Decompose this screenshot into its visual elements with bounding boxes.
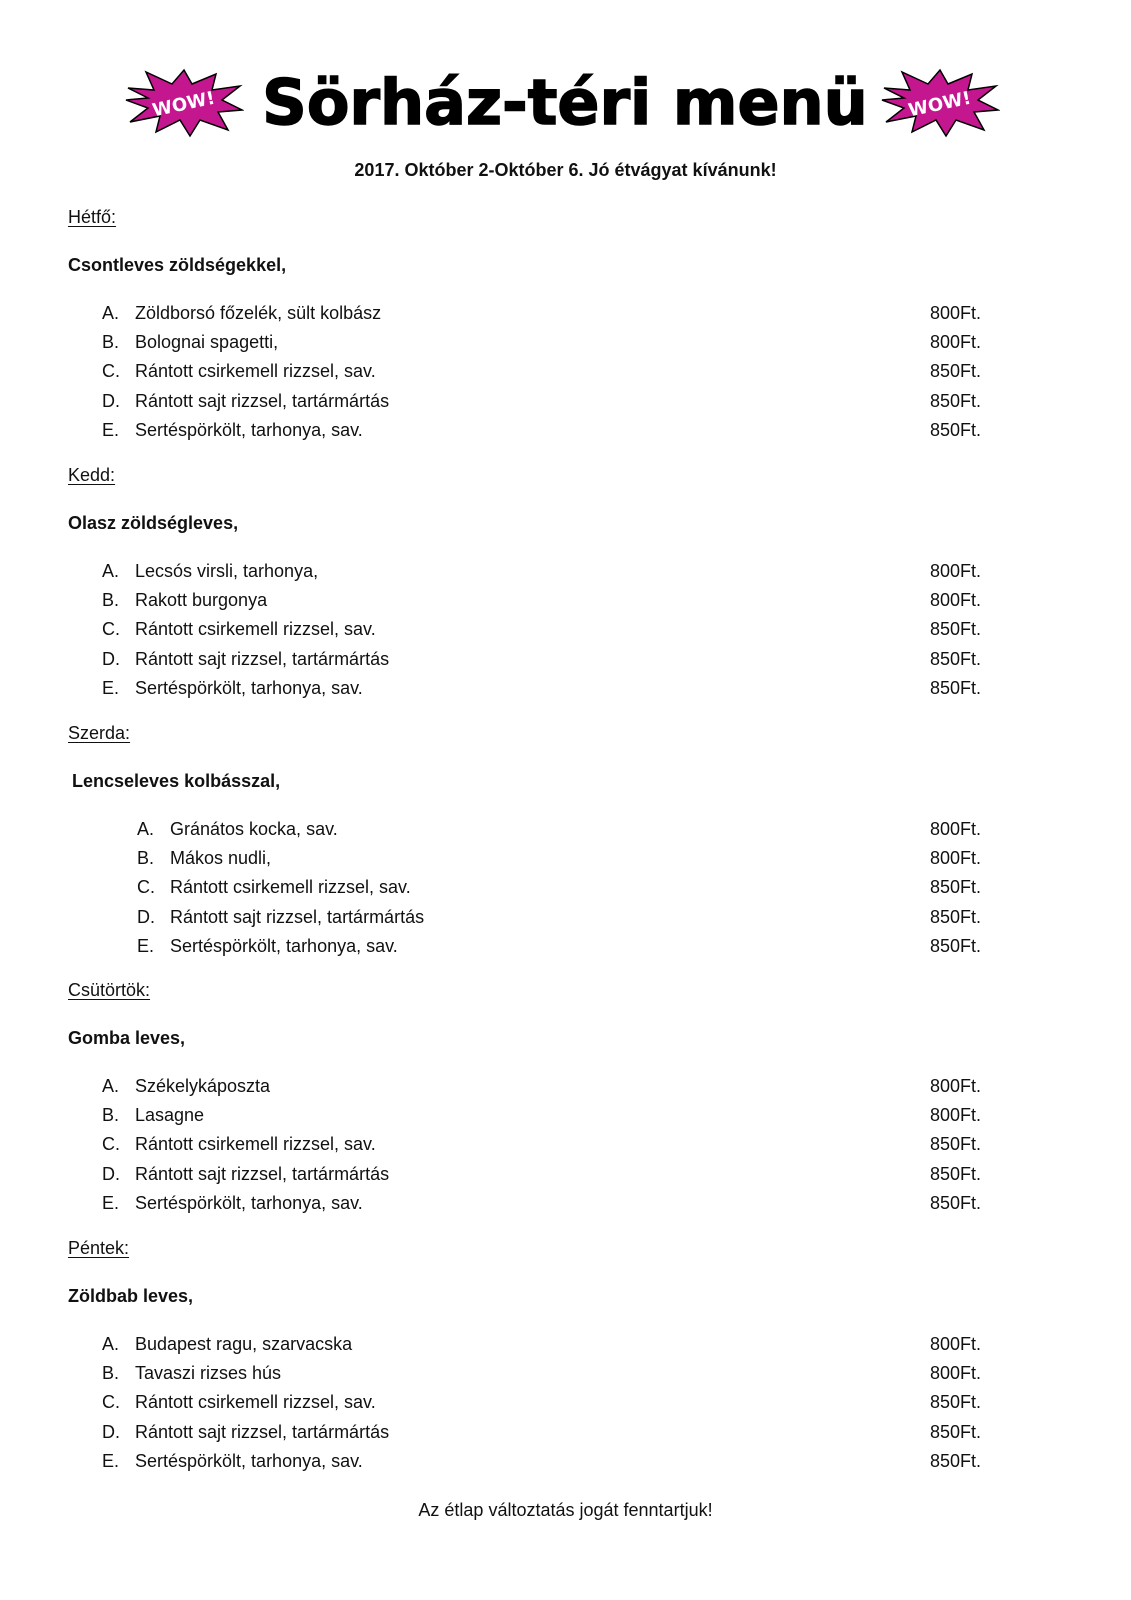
- item-letter: E.: [137, 935, 155, 956]
- item-letter: C.: [102, 361, 120, 382]
- item-dish: Rántott csirkemell rizzsel, sav.: [135, 361, 376, 382]
- item-dish: Sertéspörkölt, tarhonya, sav.: [170, 935, 398, 956]
- item-dish: Bolognai spagetti,: [135, 332, 279, 353]
- wow-burst-left-icon: [124, 68, 244, 138]
- item-letter: D.: [102, 390, 120, 411]
- day-label: Péntek:: [68, 1238, 130, 1258]
- menu-item: [0, 647, 1131, 676]
- item-letter: D.: [102, 1163, 120, 1184]
- wow-right-text: WOW!: [906, 87, 973, 122]
- item-price: 850Ft.: [930, 1392, 982, 1413]
- item-letter: A.: [102, 1334, 120, 1354]
- item-dish: Zöldborsó főzelék, sült kolbász: [135, 303, 382, 323]
- soup-of-the-day: Zöldbab leves,: [68, 1286, 194, 1306]
- item-price: 850Ft.: [930, 935, 982, 956]
- menu-item: [0, 1103, 1131, 1132]
- menu-item: [0, 676, 1131, 705]
- item-dish: Lasagne: [135, 1105, 205, 1126]
- item-dish: Székelykáposzta: [135, 1076, 271, 1096]
- date-subtitle: 2017. Október 2-Október 6. Jó étvágyat kívánunk!: [354, 160, 777, 180]
- item-letter: B.: [137, 848, 155, 869]
- soup-of-the-day: Lencseleves kolbásszal,: [72, 771, 281, 791]
- item-price: 800Ft.: [930, 1334, 982, 1354]
- item-letter: D.: [102, 648, 120, 669]
- menu-item: [0, 1361, 1131, 1390]
- item-dish: Rántott sajt rizzsel, tartármártás: [135, 1163, 390, 1184]
- item-letter: B.: [102, 1105, 120, 1126]
- day-label: Szerda:: [68, 723, 131, 743]
- item-price: 850Ft.: [930, 419, 982, 440]
- soup-of-the-day: Olasz zöldségleves,: [68, 513, 239, 533]
- item-price: 850Ft.: [930, 648, 982, 669]
- day-label: Csütörtök:: [68, 980, 151, 1000]
- item-dish: Rántott csirkemell rizzsel, sav.: [170, 877, 411, 898]
- day-label: Hétfő:: [68, 207, 117, 227]
- menu-item: [0, 418, 1131, 447]
- item-letter: C.: [102, 619, 120, 640]
- wow-burst-right-icon: [880, 68, 1000, 138]
- page-title: Sörház-téri menü: [262, 66, 868, 139]
- item-price: 800Ft.: [930, 332, 982, 353]
- item-price: 850Ft.: [930, 906, 982, 927]
- item-dish: Rakott burgonya: [135, 590, 268, 611]
- menu-item: [0, 905, 1131, 934]
- item-price: 800Ft.: [930, 1363, 982, 1384]
- item-dish: Rántott csirkemell rizzsel, sav.: [135, 1134, 376, 1155]
- menu-item: [0, 301, 1131, 330]
- item-letter: B.: [102, 332, 120, 353]
- item-dish: Gránátos kocka, sav.: [170, 819, 338, 839]
- item-letter: E.: [102, 1192, 120, 1213]
- item-letter: D.: [102, 1421, 120, 1442]
- item-letter: E.: [102, 1450, 120, 1471]
- menu-item: [0, 817, 1131, 846]
- item-dish: Lecsós virsli, tarhonya,: [135, 561, 319, 581]
- item-price: 850Ft.: [930, 1134, 982, 1155]
- menu-item: [0, 559, 1131, 588]
- item-letter: A.: [137, 819, 155, 839]
- item-price: 850Ft.: [930, 877, 982, 898]
- item-letter: B.: [102, 1363, 120, 1384]
- item-price: 850Ft.: [930, 361, 982, 382]
- item-dish: Tavaszi rizses hús: [135, 1363, 282, 1384]
- item-price: 850Ft.: [930, 1163, 982, 1184]
- item-price: 800Ft.: [930, 303, 982, 323]
- wow-left-text: WOW!: [150, 87, 217, 122]
- item-letter: C.: [102, 1134, 120, 1155]
- menu-item: [0, 1162, 1131, 1191]
- menu-item: [0, 1332, 1131, 1361]
- menu-item: [0, 875, 1131, 904]
- day-label: Kedd:: [68, 465, 116, 485]
- item-price: 800Ft.: [930, 1076, 982, 1096]
- item-dish: Rántott csirkemell rizzsel, sav.: [135, 1392, 376, 1413]
- menu-header: [0, 60, 1131, 150]
- menu-item: [0, 1191, 1131, 1220]
- item-price: 850Ft.: [930, 390, 982, 411]
- item-dish: Mákos nudli,: [170, 848, 272, 869]
- item-dish: Sertéspörkölt, tarhonya, sav.: [135, 1192, 363, 1213]
- menu-item: [0, 846, 1131, 875]
- item-dish: Rántott csirkemell rizzsel, sav.: [135, 619, 376, 640]
- soup-of-the-day: Csontleves zöldségekkel,: [68, 255, 287, 275]
- item-letter: D.: [137, 906, 155, 927]
- item-dish: Rántott sajt rizzsel, tartármártás: [135, 390, 390, 411]
- menu-item: [0, 1074, 1131, 1103]
- menu-item: [0, 330, 1131, 359]
- item-letter: A.: [102, 303, 120, 323]
- item-dish: Sertéspörkölt, tarhonya, sav.: [135, 419, 363, 440]
- item-letter: E.: [102, 677, 120, 698]
- item-letter: C.: [102, 1392, 120, 1413]
- menu-item: [0, 1420, 1131, 1449]
- item-price: 800Ft.: [930, 1105, 982, 1126]
- item-price: 800Ft.: [930, 848, 982, 869]
- item-letter: B.: [102, 590, 120, 611]
- menu-item: [0, 389, 1131, 418]
- menu-item: [0, 359, 1131, 388]
- menu-item: [0, 1132, 1131, 1161]
- menu-item: [0, 934, 1131, 963]
- item-price: 850Ft.: [930, 619, 982, 640]
- menu-item: [0, 588, 1131, 617]
- item-price: 850Ft.: [930, 1421, 982, 1442]
- soup-of-the-day: Gomba leves,: [68, 1028, 186, 1048]
- item-letter: A.: [102, 1076, 120, 1096]
- item-dish: Sertéspörkölt, tarhonya, sav.: [135, 677, 363, 698]
- item-dish: Rántott sajt rizzsel, tartármártás: [170, 906, 425, 927]
- item-price: 800Ft.: [930, 590, 982, 611]
- item-dish: Budapest ragu, szarvacska: [135, 1334, 353, 1354]
- item-dish: Rántott sajt rizzsel, tartármártás: [135, 648, 390, 669]
- footer-note: Az étlap változtatás jogát fenntartjuk!: [418, 1500, 713, 1520]
- item-price: 800Ft.: [930, 819, 982, 839]
- menu-item: [0, 1449, 1131, 1478]
- item-price: 850Ft.: [930, 677, 982, 698]
- menu-item: [0, 617, 1131, 646]
- item-price: 800Ft.: [930, 561, 982, 581]
- item-dish: Rántott sajt rizzsel, tartármártás: [135, 1421, 390, 1442]
- menu-item: [0, 1390, 1131, 1419]
- item-price: 850Ft.: [930, 1450, 982, 1471]
- item-price: 850Ft.: [930, 1192, 982, 1213]
- item-letter: E.: [102, 419, 120, 440]
- item-letter: C.: [137, 877, 155, 898]
- item-letter: A.: [102, 561, 120, 581]
- item-dish: Sertéspörkölt, tarhonya, sav.: [135, 1450, 363, 1471]
